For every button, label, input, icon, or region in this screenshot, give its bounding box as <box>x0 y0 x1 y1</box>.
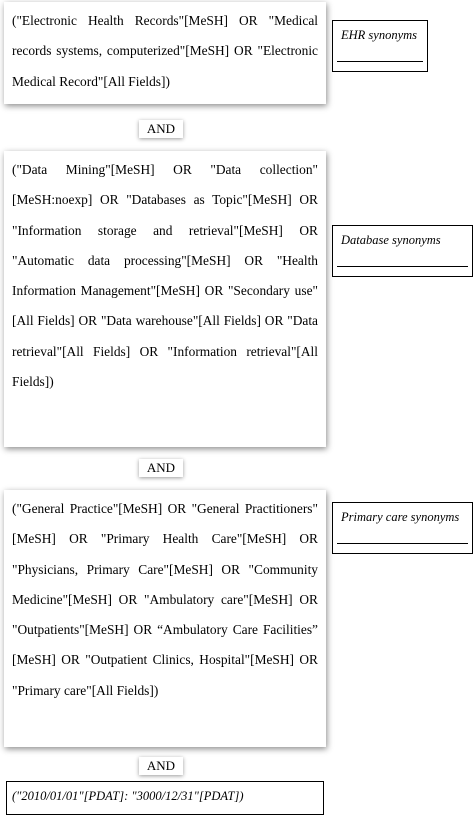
label-text-database: Database synonyms <box>341 233 441 247</box>
label-box-database <box>332 225 473 277</box>
label-underline <box>337 266 468 267</box>
and-connector-3: AND <box>139 757 183 775</box>
query-box-primary-care <box>4 490 326 747</box>
label-underline <box>337 543 468 544</box>
and-connector-1: AND <box>139 120 183 138</box>
label-underline <box>337 61 423 62</box>
query-box-ehr <box>4 2 326 104</box>
label-box-primary-care <box>332 502 473 554</box>
query-text-database: ("Data Mining"[MeSH] OR "Data collection"[MeSH:noexp] OR "Databases as Topic"[MeSH] OR "Information storage and retrieval"[MeSH] OR "Automatic data processing"[MeSH] OR "Health Information Management"[MeSH] OR "Secondary use"[All Fields] OR "Data warehouse"[All Fields] OR "Data retrieval"[All Fields] OR "Information retrieval"[All Fields]) <box>12 162 318 390</box>
and-connector-2: AND <box>139 459 183 477</box>
query-box-database <box>4 151 326 447</box>
query-text-ehr: ("Electronic Health Records"[MeSH] OR "Medical records systems, computerized"[MeSH] OR "Electronic Medical Record"[All Fields]) <box>12 13 318 89</box>
query-text-primary-care: ("General Practice"[MeSH] OR "General Practitioners"[MeSH] OR "Primary Health Care"[MeSH] OR "Physicians, Primary Care"[MeSH] OR "Community Medicine"[MeSH] OR "Ambulatory care"[MeSH] OR "Outpatients"[MeSH] OR “Ambulatory Care Facilities” [MeSH] OR "Outpatient Clinics, Hospital"[MeSH] OR "Primary care"[All Fields]) <box>12 501 318 698</box>
label-text-primary-care: Primary care synonyms <box>341 510 460 524</box>
label-text-ehr: EHR synonyms <box>341 28 418 42</box>
label-box-ehr <box>332 20 428 72</box>
date-filter-text: ("2010/01/01"[PDAT]: "3000/12/31"[PDAT]) <box>12 789 244 803</box>
date-filter-box <box>6 781 324 815</box>
